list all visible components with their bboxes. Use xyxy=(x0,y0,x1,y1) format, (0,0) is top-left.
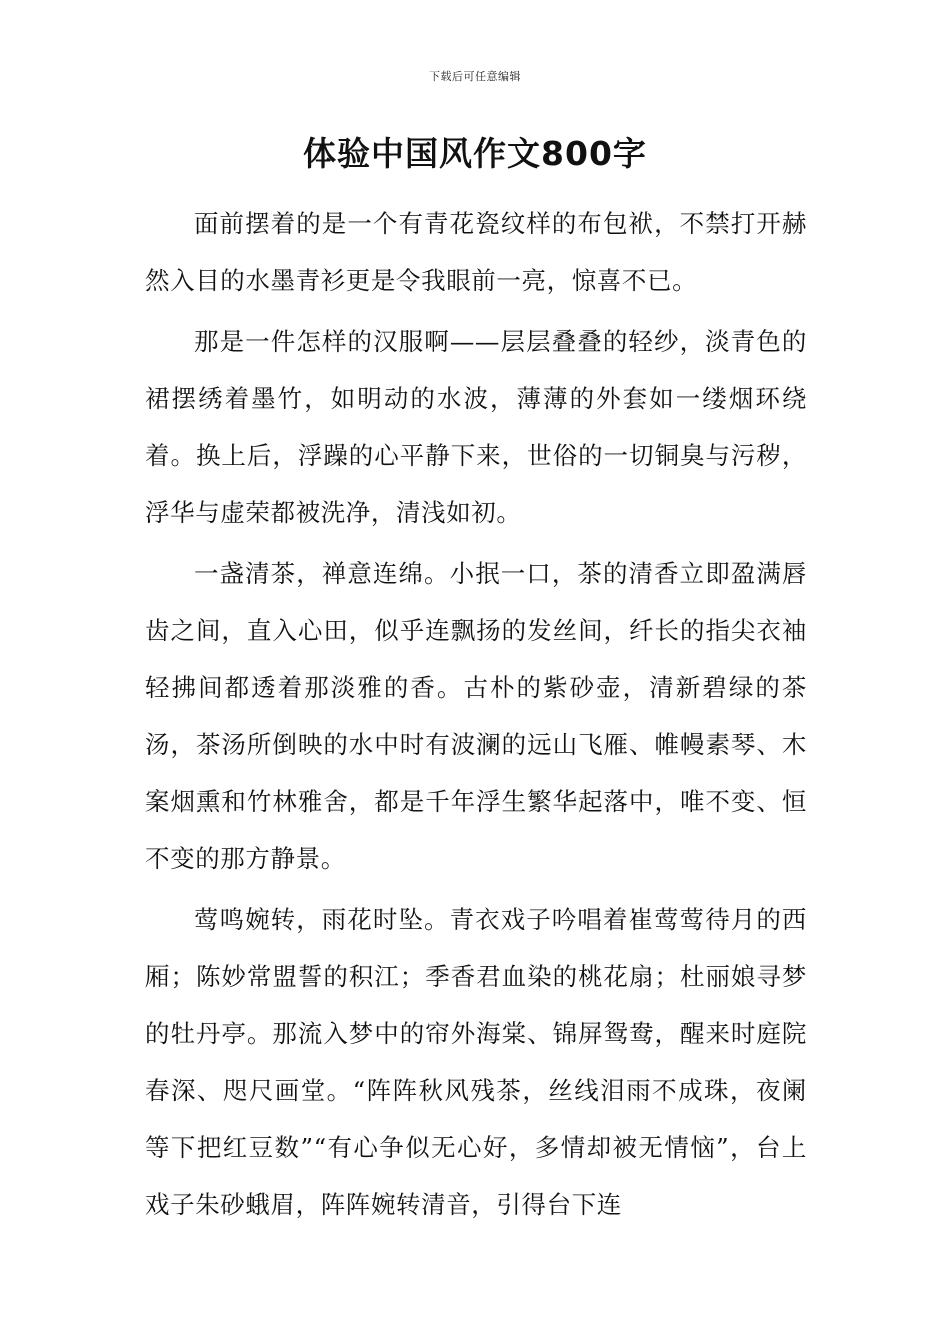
document-title: 体验中国风作文800字 xyxy=(303,134,647,173)
document-body xyxy=(145,195,807,1237)
paragraph-2: 那是一件怎样的汉服啊——层层叠叠的轻纱，淡青色的裙摆绣着墨竹，如明动的水波，薄薄的外套如一缕烟环绕着。换上后，浮躁的心平静下来，世俗的一切铜臭与污秽，浮华与虚荣都被洗净，清浅如初。 xyxy=(145,327,807,527)
paragraph-1: 面前摆着的是一个有青花瓷纹样的布包袱，不禁打开赫然入目的水墨青衫更是令我眼前一亮，惊喜不已。 xyxy=(145,209,807,295)
paragraph-3: 一盏清茶，禅意连绵。小抿一口，茶的清香立即盈满唇齿之间，直入心田，似乎连飘扬的发丝间，纤长的指尖衣袖轻拂间都透着那淡雅的香。古朴的紫砂壶，清新碧绿的茶汤，茶汤所倒映的水中时有波澜的远山飞雁、帷幔素琴、木案烟熏和竹林雅舍，都是千年浮生繁华起落中，唯不变、恒不变的那方静景。 xyxy=(145,559,807,873)
paragraph-4: 莺鸣婉转，雨花时坠。青衣戏子吟唱着崔莺莺待月的西厢；陈妙常盟誓的积江；季香君血染的桃花扇；杜丽娘寻梦的牡丹亭。那流入梦中的帘外海棠、锦屏鸳鸯，醒来时庭院春深、咫尺画堂。“阵阵秋风残茶，丝线泪雨不成珠，夜阑等下把红豆数”“有心争似无心好，多情却被无情恼”，台上戏子朱砂蛾眉，阵阵婉转清音，引得台下连 xyxy=(145,905,807,1219)
header-note: 下载后可任意编辑 xyxy=(429,70,521,83)
